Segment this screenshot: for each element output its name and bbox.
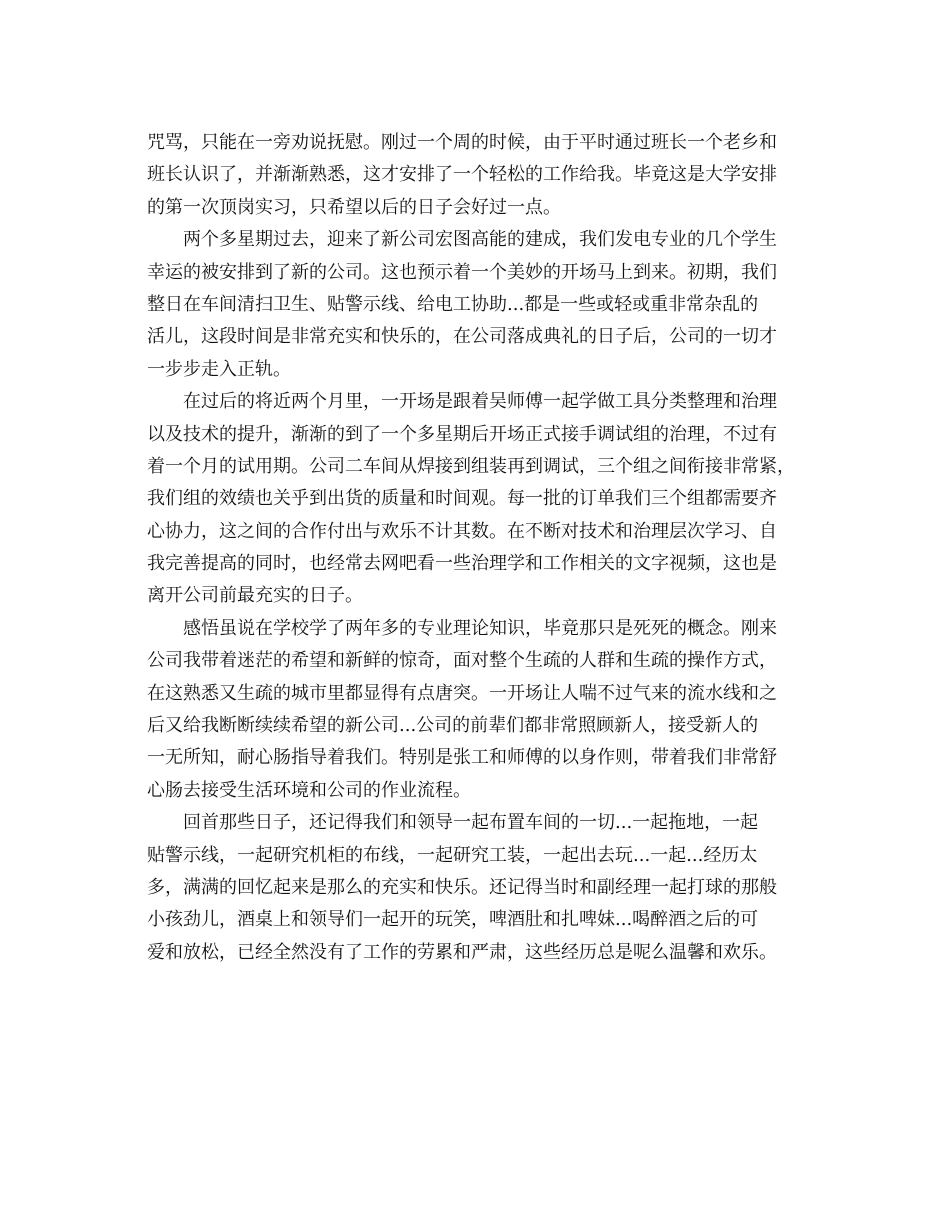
text-line: 心协力，这之间的合作付出与欢乐不计其数。在不断对技术和治理层次学习、自 (147, 520, 777, 542)
text-line: 我们组的效绩也关乎到出货的质量和时间观。每一批的订单我们三个组都需要齐 (147, 488, 777, 510)
text-line: 以及技术的提升，渐渐的到了一个多星期后开场正式接手调试组的治理，不过有 (147, 423, 777, 445)
text-line: 小孩劲儿，酒桌上和领导们一起开的玩笑，啤酒肚和扎啤妹...喝醉酒之后的可 (147, 909, 759, 931)
text-line: 一无所知，耐心肠指导着我们。特别是张工和师傅的以身作则，带着我们非常舒 (147, 747, 777, 769)
paragraph-1 (147, 127, 800, 224)
paragraph-4 (147, 613, 800, 807)
text-line: 心肠去接受生活环境和公司的作业流程。 (147, 779, 471, 801)
text-line: 离开公司前最充实的日子。 (147, 585, 363, 607)
text-line: 着一个月的试用期。公司二车间从焊接到组装再到调试，三个组之间衔接非常紧， (147, 455, 795, 477)
text-line: 班长认识了，并渐渐熟悉，这才安排了一个轻松的工作给我。毕竟这是大学安排 (147, 164, 777, 186)
text-line: 公司我带着迷茫的希望和新鲜的惊奇，面对整个生疏的人群和生疏的操作方式， (147, 650, 777, 672)
paragraph-3 (147, 386, 800, 613)
document-body (147, 127, 800, 969)
text-line: 多，满满的回忆起来是那么的充实和快乐。还记得当时和副经理一起打球的那般 (147, 876, 777, 898)
text-line: 感悟虽说在学校学了两年多的专业理论知识，毕竟那只是死死的概念。刚来 (183, 617, 777, 639)
text-line: 的第一次顶岗实习，只希望以后的日子会好过一点。 (147, 196, 561, 218)
text-line: 回首那些日子，还记得我们和领导一起布置车间的一切...一起拖地，一起 (183, 812, 759, 834)
paragraph-5 (147, 807, 800, 969)
text-line: 在过后的将近两个月里，一开场是跟着吴师傅一起学做工具分类整理和治理 (183, 391, 777, 413)
text-line: 活儿，这段时间是非常充实和快乐的，在公司落成典礼的日子后，公司的一切才 (147, 326, 777, 348)
text-line: 在这熟悉又生疏的城市里都显得有点唐突。一开场让人喘不过气来的流水线和之 (147, 682, 777, 704)
paragraph-2 (147, 224, 800, 386)
text-line: 咒骂，只能在一旁劝说抚慰。刚过一个周的时候，由于平时通过班长一个老乡和 (147, 132, 777, 153)
text-line: 后又给我断断续续希望的新公司...公司的前辈们都非常照顾新人，接受新人的 (147, 715, 759, 737)
text-line: 爱和放松，已经全然没有了工作的劳累和严肃，这些经历总是呢么温馨和欢乐。 (147, 941, 777, 963)
text-line: 整日在车间清扫卫生、贴警示线、给电工协助...都是一些或轻或重非常杂乱的 (147, 293, 759, 315)
text-line: 幸运的被安排到了新的公司。这也预示着一个美妙的开场马上到来。初期，我们 (147, 261, 777, 283)
text-line: 一步步走入正轨。 (147, 358, 291, 380)
text-line: 我完善提高的同时，也经常去网吧看一些治理学和工作相关的文字视频，这也是 (147, 553, 777, 575)
text-line: 贴警示线，一起研究机柜的布线，一起研究工装，一起出去玩...一起...经历太 (147, 844, 758, 866)
text-line: 两个多星期过去，迎来了新公司宏图高能的建成，我们发电专业的几个学生 (183, 229, 777, 251)
